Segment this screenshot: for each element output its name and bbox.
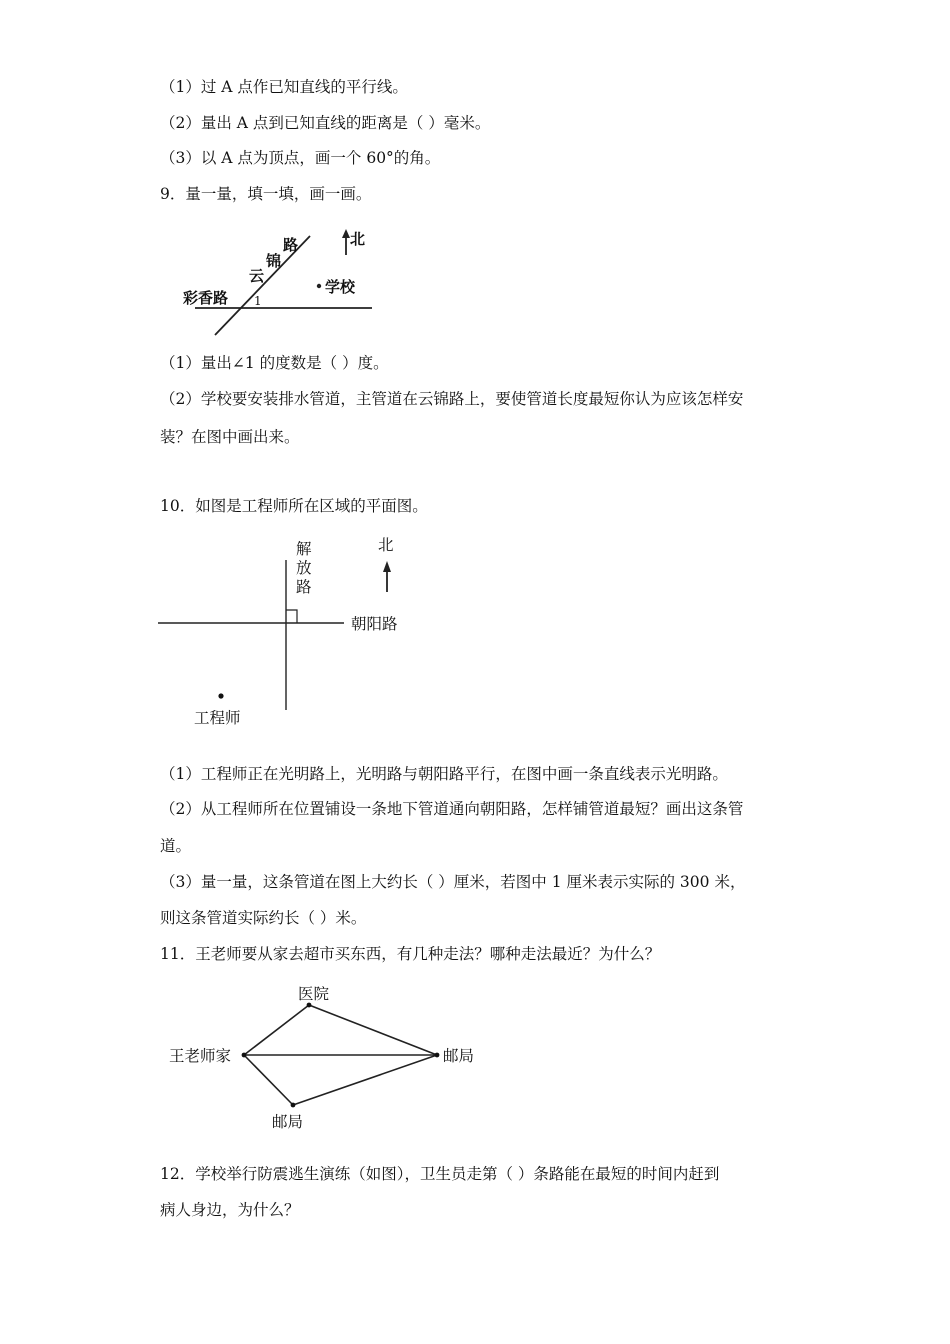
q10-figure [158, 530, 418, 735]
q10-part2-line2: 道。 [160, 837, 192, 855]
hospital-label: 医院 [298, 985, 330, 1003]
post-bottom-label: 邮局 [272, 1113, 304, 1131]
arrow-head-icon [342, 229, 350, 238]
home-label: 王老师家 [169, 1047, 232, 1065]
right-angle-mark [286, 610, 297, 623]
q10-part3-line1: （3）量一量，这条管道在图上大约长（ ）厘米，若图中 1 厘米表示实际的 300 米， [160, 873, 746, 891]
post-bottom-point [291, 1103, 296, 1108]
q9-part2-line1: （2）学校要安装排水管道，主管道在云锦路上，要使管道长度最短你认为应该怎样安 [160, 390, 744, 408]
q10-road-vert-char-2: 放 [296, 559, 312, 577]
q10-engineer-dot [218, 693, 223, 698]
q10-road-vert-char-3: 路 [296, 578, 312, 596]
q8-part3: （3）以 A 点为顶点，画一个 60°的角。 [160, 149, 441, 167]
q9-caixiang-road-label: 彩香路 [183, 289, 229, 307]
q8-part2: （2）量出 A 点到已知直线的距离是（ ）毫米。 [160, 114, 491, 132]
post-right-point [435, 1053, 440, 1058]
q10-north-label: 北 [378, 536, 394, 554]
q8-part1: （1）过 A 点作已知直线的平行线。 [160, 78, 408, 96]
home-point [242, 1053, 247, 1058]
q10-part3-line2: 则这条管道实际约长（ ）米。 [160, 909, 367, 927]
q11-title: 11．王老师要从家去超市买东西，有几种走法？哪种走法最近？为什么？ [160, 945, 661, 963]
q9-road-diag-char-1: 路 [283, 236, 299, 254]
q9-north-label: 北 [350, 230, 366, 248]
q10-road-vert-char-1: 解 [296, 540, 312, 558]
q12-line1: 12．学校举行防震逃生演练（如图），卫生员走第（ ）条路能在最短的时间内赶到 [160, 1165, 720, 1183]
q9-title: 9．量一量，填一填，画一画。 [160, 185, 372, 203]
route-home-hospital [244, 1005, 309, 1055]
q9-road-diag-char-3: 云 [249, 267, 265, 285]
q9-part2-line2: 装？在图中画出来。 [160, 428, 300, 446]
q10-chaoyang-road-label: 朝阳路 [351, 615, 398, 633]
q9-school-dot [317, 284, 321, 288]
q9-angle1-label: 1 [254, 294, 262, 308]
hospital-point [307, 1003, 312, 1008]
q12-line2: 病人身边，为什么？ [160, 1201, 300, 1219]
q10-part1: （1）工程师正在光明路上，光明路与朝阳路平行，在图中画一条直线表示光明路。 [160, 765, 728, 783]
route-home-bottom-post [244, 1055, 293, 1105]
q9-part1: （1）量出∠1 的度数是（ ）度。 [160, 354, 389, 372]
q10-part2-line1: （2）从工程师所在位置铺设一条地下管道通向朝阳路，怎样铺管道最短？画出这条管 [160, 800, 744, 818]
q10-engineer-label: 工程师 [194, 709, 241, 727]
post-right-label: 邮局 [443, 1047, 475, 1065]
arrow-head-icon [383, 561, 391, 572]
q9-school-label: 学校 [325, 278, 356, 296]
q9-road-diag-char-2: 锦 [266, 252, 282, 270]
route-hospital-post [309, 1005, 437, 1055]
route-bottom-post-post [293, 1055, 437, 1105]
q11-route-figure [165, 980, 495, 1135]
q9-figure [170, 218, 385, 343]
q10-title: 10．如图是工程师所在区域的平面图。 [160, 497, 428, 515]
